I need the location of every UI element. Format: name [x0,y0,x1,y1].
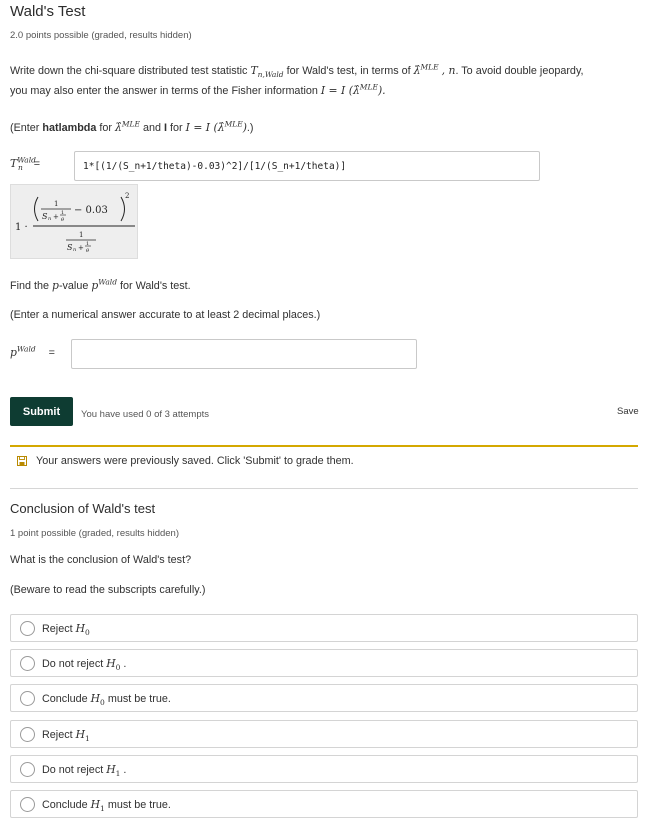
preview-prefix: 1 · [15,222,28,233]
radio-button[interactable] [20,727,35,742]
saved-notice: Your answers were previously saved. Click 'Submit' to grade them. [17,455,354,467]
t-wald-label: $T^{Wald}_n$ = [10,155,41,173]
conclusion-hint: (Beware to read the subscripts carefully.) [10,584,206,596]
pvalue-prompt: Find the p-value $p^{Wald}$ for Wald's test. [10,277,191,292]
preview-plus-b: + [78,244,84,252]
preview-plus-a: + [53,213,59,221]
radio-button[interactable] [20,691,35,706]
preview-one-d: 1 [86,241,90,247]
preview-one-c: 1 [79,231,84,239]
preview-one-b: 1 [61,210,65,216]
option-label: Conclude $H_1$ must be true. [42,797,171,813]
preview-minus: − 0.03 [74,205,108,216]
radio-button[interactable] [20,797,35,812]
section-divider [10,488,638,489]
notice-rule [10,445,638,447]
save-icon [17,456,27,466]
save-button[interactable]: Save [617,406,639,417]
option-label: Conclude $H_0$ must be true. [42,691,171,707]
conclusion-points: 1 point possible (graded, results hidden) [10,528,179,539]
option-label: Do not reject $H_0$ . [42,656,127,672]
preview-one-a: 1 [54,200,59,208]
preview-theta-b: θ [86,248,90,254]
p-wald-answer-input[interactable] [71,339,417,369]
t-wald-answer-input[interactable]: 1*[(1/(S_n+1/theta)-0.03)^2]/[1/(S_n+1/theta)] [74,151,540,181]
answer-option[interactable] [10,649,638,677]
option-label: Do not reject $H_1$ . [42,762,127,778]
conclusion-title: Conclusion of Wald's test [10,501,156,516]
preview-sub-a: n [48,216,52,222]
option-label: Reject $H_0$ [42,621,90,637]
answer-option[interactable] [10,790,638,818]
answer-option[interactable] [10,684,638,712]
option-label: Reject $H_1$ [42,727,90,743]
prompt-line-2: you may also enter the answer in terms of the Fisher information I = I (λ̂$^{MLE}$). [10,82,386,97]
attempts-counter: You have used 0 of 3 attempts [81,409,209,420]
radio-button[interactable] [20,621,35,636]
preview-s-b: S [67,243,73,252]
math-preview-render [11,185,139,260]
problem-title: Wald's Test [10,3,86,20]
points-info: 2.0 points possible (graded, results hidden) [10,30,192,41]
input-hint: (Enter hatlambda for λ̂$^{MLE}$ and I for I = I (λ̂$^{MLE}$).) [10,119,254,134]
preview-s-a: S [42,212,48,221]
prompt-line-1: Write down the chi-square distributed test statistic $T_{n,Wald}$ for Wald's test, in terms of λ̂$^{MLE}$ , n. To avoid double jeopardy, [10,62,584,80]
answer-option[interactable] [10,614,638,642]
preview-sub-b: n [73,247,77,253]
radio-button[interactable] [20,762,35,777]
answer-option[interactable] [10,720,638,748]
conclusion-question: What is the conclusion of Wald's test? [10,554,192,566]
answer-option[interactable] [10,755,638,783]
p-wald-label: $p^{Wald}$ = [10,344,55,359]
submit-button[interactable]: Submit [10,397,73,426]
radio-button[interactable] [20,656,35,671]
pvalue-hint: (Enter a numerical answer accurate to at least 2 decimal places.) [10,309,321,321]
preview-exponent: 2 [125,192,130,200]
math-preview [10,184,138,259]
preview-theta-a: θ [61,217,65,223]
